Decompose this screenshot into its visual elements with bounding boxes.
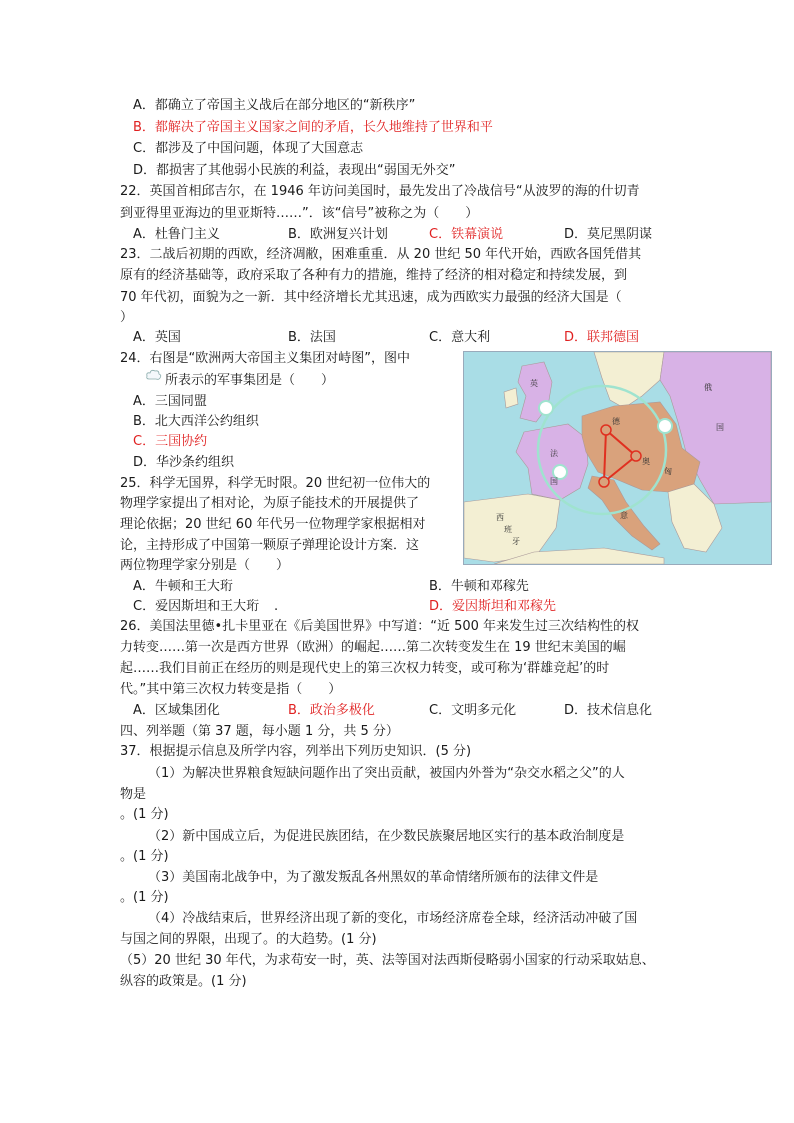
q25-stem-line1: 25．科学无国界，科学无时限。20 世纪初一位伟大的 [120,476,431,491]
q24-stem-line2: 所表示的军事集团是（ ） [165,373,335,388]
map-scandinavia [594,352,664,408]
q23-option-c: C．意大利 [429,330,491,345]
q22-option-d: D．莫尼黑阴谋 [564,227,653,242]
q23-stem-line2: 原有的经济基础等，政府采取了各种有力的措施，维持了经济的相对稳定和持续发展，到 [120,268,628,283]
q22-option-b: B．欧洲复兴计划 [288,227,388,242]
q26-option-b-answer: B．政治多极化 [288,703,375,718]
q21-option-b-answer: B．都解决了帝国主义国家之间的矛盾，长久地维持了世界和平 [133,120,493,135]
q25-option-d-answer: D．爱因斯坦和邓稼先 [429,599,557,614]
map-label: 匈 [664,467,672,476]
entente-node-britain [539,401,553,415]
q26-stem-line1: 26．美国法里德•扎卡里亚在《后美国世界》中写道：“近 500 年来发生过三次结构性的权 [120,619,640,634]
q37-item3-line1: （3）美国南北战争中，为了激发叛乱各州黑奴的革命情绪所颁布的法律文件是 [148,870,599,885]
map-label: 班 [504,525,512,534]
q37-item5-line2: 纵容的政策是。(1 分) [120,974,247,989]
europe-alliance-map [463,351,772,565]
q26-option-a: A．区域集团化 [133,703,220,718]
q23-option-b: B．法国 [288,330,336,345]
q22-stem-line1: 22．英国首相邱吉尔，在 1946 年访问美国时，最先发出了冷战信号“从波罗的海的什切青 [120,184,640,199]
q23-stem-line4: ） [120,310,134,325]
q26-stem-line2: 力转变……第一次是西方世界（欧洲）的崛起……第二次转变发生在 19 世纪末美国的崛 [120,640,626,655]
q25-option-c: C．爱因斯坦和王大珩 [133,599,260,614]
map-label: 法 [550,449,558,458]
q37-item2-line2: 。(1 分) [120,849,169,864]
entente-node-russia [658,419,672,433]
q22-stem-line2: 到亚得里亚海边的里亚斯特……”．该“信号”被称之为（ ） [120,206,479,221]
q24-stem-line1: 24．右图是“欧洲两大帝国主义集团对峙图”，图中 [120,351,411,366]
q25-option-a: A．牛顿和王大珩 [133,579,233,594]
q25-stem-line5: 两位物理学家分别是（ ） [120,558,290,573]
section-4-title: 四、列举题（第 37 题，每小题 1 分，共 5 分） [120,724,399,739]
map-label: 俄 [704,383,712,392]
map-drawing [464,352,771,564]
q25-stem-line3: 理论依据；20 世纪 60 年代另一位物理学家根据相对 [120,517,426,532]
map-label: 西 [496,513,504,522]
q37-item5-line1: （5）20 世纪 30 年代，为求苟安一时，英、法等国对法西斯侵略弱小国家的行动采取姑息、 [120,953,655,968]
map-label: 国 [550,477,558,486]
q37-item1-line1: （1）为解决世界粮食短缺问题作出了突出贡献，被国内外誉为“杂交水稻之父”的人 [148,766,625,781]
q24-option-d: D．华沙条约组织 [133,455,235,470]
q25-option-c-mark: . [274,599,279,614]
q21-option-a: A．都确立了帝国主义战后在部分地区的“新秩序” [133,98,416,113]
map-label: 意 [620,511,628,520]
alliance-node-austria [631,451,641,461]
q26-option-c: C．文明多元化 [429,703,517,718]
q24-option-b: B．北大西洋公约组织 [133,414,259,429]
map-ireland [504,388,518,408]
q24-option-a: A．三国同盟 [133,394,207,409]
cloud-icon [146,369,162,381]
alliance-node-germany [601,425,611,435]
q23-option-d-answer: D．联邦德国 [564,330,640,345]
q23-stem-line3: 70 年代初，面貌为之一新．其中经济增长尤其迅速，成为西欧实力最强的经济大国是（ [120,290,622,305]
map-label: 德 [612,417,620,426]
q26-stem-line3: 起……我们目前正在经历的则是现代史上的第三次权力转变，或可称为‘群雄竞起’的时 [120,661,610,676]
q37-item4-line2: 与国之间的界限，出现了。的大趋势。(1 分) [120,932,377,947]
q37-item3-line2: 。(1 分) [120,890,169,905]
alliance-node-italy [599,477,609,487]
map-label: 国 [716,423,724,432]
q37-item1-line2: 物是 [120,787,147,802]
q25-stem-line2: 物理学家提出了相对论，为原子能技术的开展提供了 [120,496,420,511]
q26-stem-line4: 代。”其中第三次权力转变是指（ ） [120,682,342,697]
q37-item2-line1: （2）新中国成立后，为促进民族团结，在少数民族聚居地区实行的基本政治制度是 [148,829,625,844]
q21-option-d: D．都损害了其他弱小民族的利益，表现出“弱国无外交” [133,163,456,178]
q23-stem-line1: 23．二战后初期的西欧，经济凋敝，困难重重．从 20 世纪 50 年代开始，西欧各国凭借其 [120,247,642,262]
map-label: 奥 [642,457,650,466]
q24-option-c-answer: C．三国协约 [133,434,208,449]
map-label: 牙 [512,537,520,546]
q23-option-a: A．英国 [133,330,181,345]
q22-option-a: A．杜鲁门主义 [133,227,220,242]
q37-item1-line3: 。(1 分) [120,807,169,822]
q22-option-c-answer: C．铁幕演说 [429,227,504,242]
q21-option-c: C．都涉及了中国问题，体现了大国意志 [133,141,364,156]
map-label: 英 [530,379,538,388]
q25-stem-line4: 论，主持形成了中国第一颗原子弹理论设计方案．这 [120,538,420,553]
q37-item4-line1: （4）冷战结束后，世界经济出现了新的变化，市场经济席卷全球，经济活动冲破了国 [148,911,638,926]
q25-option-b: B．牛顿和邓稼先 [429,579,529,594]
q37-stem: 37．根据提示信息及所学内容，列举出下列历史知识．(5 分) [120,744,472,759]
q26-option-d: D．技术信息化 [564,703,653,718]
